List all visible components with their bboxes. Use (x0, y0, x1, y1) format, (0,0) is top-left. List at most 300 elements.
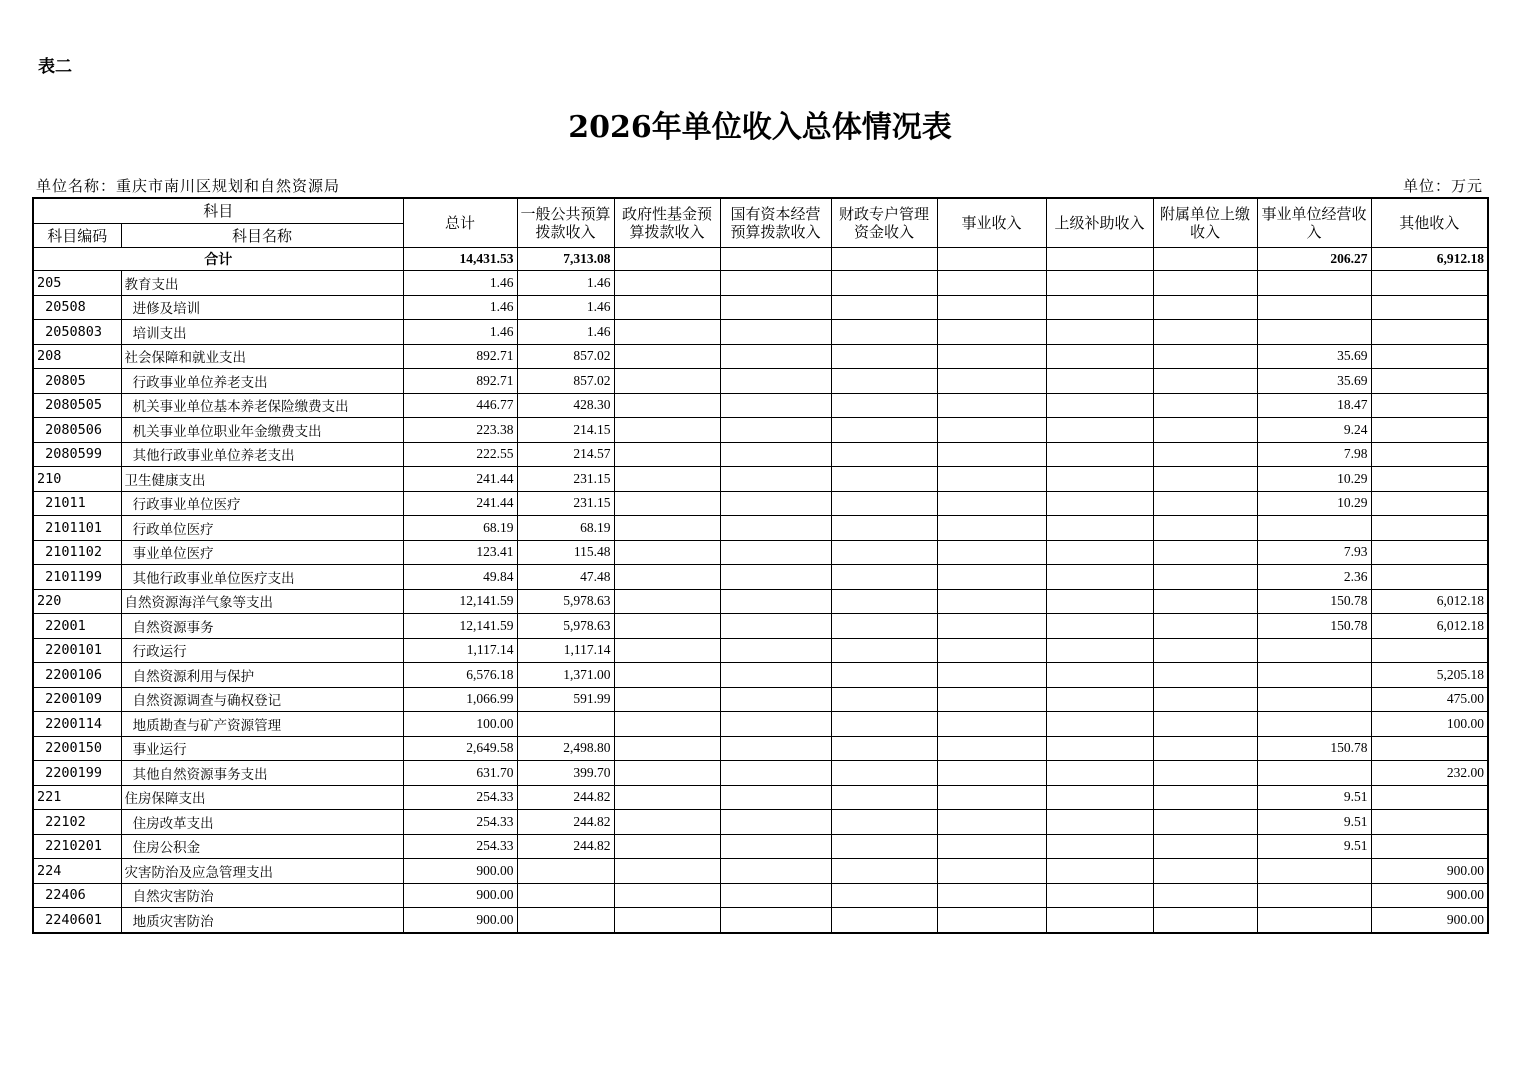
state-capital-cell (720, 834, 831, 859)
total-cell: 123.41 (403, 540, 517, 565)
superior-subsidy-cell (1046, 467, 1153, 492)
total-superior-subsidy (1046, 248, 1153, 271)
state-capital-cell (720, 540, 831, 565)
general-budget-cell: 5,978.63 (517, 614, 614, 639)
fiscal-account-cell (831, 344, 937, 369)
subject-code-cell: 21011 (33, 491, 121, 516)
fiscal-account-cell (831, 687, 937, 712)
total-cell: 100.00 (403, 712, 517, 737)
total-cell: 254.33 (403, 785, 517, 810)
business-operation-cell: 2.36 (1257, 565, 1371, 590)
general-budget-cell: 1.46 (517, 320, 614, 345)
total-cell: 12,141.59 (403, 614, 517, 639)
general-budget-cell: 115.48 (517, 540, 614, 565)
fiscal-account-cell (831, 565, 937, 590)
header-other-income: 其他收入 (1371, 198, 1488, 248)
income-table (32, 197, 1489, 934)
fiscal-account-cell (831, 418, 937, 443)
fiscal-account-cell (831, 442, 937, 467)
superior-subsidy-cell (1046, 565, 1153, 590)
page-title: 2026年单位收入总体情况表 (568, 110, 952, 145)
fiscal-account-cell (831, 369, 937, 394)
subject-code-cell: 22406 (33, 883, 121, 908)
subject-name-cell: 住房保障支出 (121, 785, 403, 810)
table-row (33, 883, 1488, 908)
fiscal-account-cell (831, 834, 937, 859)
subject-name-cell: 住房公积金 (121, 834, 403, 859)
header-row-1 (33, 198, 1488, 224)
business-operation-cell (1257, 859, 1371, 884)
header-business-income: 事业收入 (937, 198, 1046, 248)
other-income-cell (1371, 320, 1488, 345)
state-capital-cell (720, 859, 831, 884)
general-budget-cell: 399.70 (517, 761, 614, 786)
general-budget-cell: 857.02 (517, 344, 614, 369)
other-income-cell (1371, 418, 1488, 443)
affiliated-remit-cell (1153, 271, 1257, 296)
total-cell: 14,431.53 (403, 248, 517, 271)
general-budget-cell: 857.02 (517, 369, 614, 394)
affiliated-remit-cell (1153, 883, 1257, 908)
table-row (33, 393, 1488, 418)
table-row (33, 736, 1488, 761)
general-budget-cell: 214.15 (517, 418, 614, 443)
superior-subsidy-cell (1046, 810, 1153, 835)
business-income-cell (937, 516, 1046, 541)
other-income-cell (1371, 442, 1488, 467)
state-capital-cell (720, 320, 831, 345)
total-cell: 900.00 (403, 908, 517, 933)
total-cell: 222.55 (403, 442, 517, 467)
fiscal-account-cell (831, 761, 937, 786)
superior-subsidy-cell (1046, 638, 1153, 663)
fiscal-account-cell (831, 540, 937, 565)
table-row (33, 418, 1488, 443)
other-income-cell: 900.00 (1371, 883, 1488, 908)
affiliated-remit-cell (1153, 516, 1257, 541)
header-state-capital: 国有资本经营预算拨款收入 (720, 198, 831, 248)
fiscal-account-cell (831, 638, 937, 663)
total-cell: 900.00 (403, 859, 517, 884)
subject-code-cell: 2080505 (33, 393, 121, 418)
gov-fund-cell (614, 614, 720, 639)
state-capital-cell (720, 271, 831, 296)
gov-fund-cell (614, 859, 720, 884)
superior-subsidy-cell (1046, 687, 1153, 712)
fiscal-account-cell (831, 908, 937, 933)
state-capital-cell (720, 761, 831, 786)
superior-subsidy-cell (1046, 271, 1153, 296)
gov-fund-cell (614, 908, 720, 933)
fiscal-account-cell (831, 491, 937, 516)
business-operation-cell (1257, 516, 1371, 541)
superior-subsidy-cell (1046, 516, 1153, 541)
affiliated-remit-cell (1153, 761, 1257, 786)
header-general-budget: 一般公共预算拨款收入 (517, 198, 614, 248)
gov-fund-cell (614, 785, 720, 810)
subject-name-cell: 自然灾害防治 (121, 883, 403, 908)
gov-fund-cell (614, 418, 720, 443)
affiliated-remit-cell (1153, 638, 1257, 663)
general-budget-cell (517, 712, 614, 737)
total-general-budget: 7,313.08 (517, 248, 614, 271)
other-income-cell: 475.00 (1371, 687, 1488, 712)
gov-fund-cell (614, 834, 720, 859)
gov-fund-cell (614, 589, 720, 614)
gov-fund-cell (614, 369, 720, 394)
table-row (33, 589, 1488, 614)
total-cell: 1.46 (403, 320, 517, 345)
subject-code-cell: 22102 (33, 810, 121, 835)
affiliated-remit-cell (1153, 540, 1257, 565)
subject-code-cell: 2080506 (33, 418, 121, 443)
fiscal-account-cell (831, 393, 937, 418)
gov-fund-cell (614, 761, 720, 786)
fiscal-account-cell (831, 859, 937, 884)
state-capital-cell (720, 565, 831, 590)
state-capital-cell (720, 589, 831, 614)
subject-code-cell: 2210201 (33, 834, 121, 859)
subject-code-cell: 2200199 (33, 761, 121, 786)
total-cell: 446.77 (403, 393, 517, 418)
affiliated-remit-cell (1153, 687, 1257, 712)
superior-subsidy-cell (1046, 344, 1153, 369)
total-affiliated-remit (1153, 248, 1257, 271)
gov-fund-cell (614, 271, 720, 296)
business-income-cell (937, 369, 1046, 394)
table-row (33, 712, 1488, 737)
general-budget-cell: 2,498.80 (517, 736, 614, 761)
state-capital-cell (720, 442, 831, 467)
gov-fund-cell (614, 467, 720, 492)
subject-name-cell: 卫生健康支出 (121, 467, 403, 492)
table-row (33, 859, 1488, 884)
table-row (33, 761, 1488, 786)
table-row (33, 785, 1488, 810)
business-operation-cell: 7.93 (1257, 540, 1371, 565)
subject-name-cell: 其他自然资源事务支出 (121, 761, 403, 786)
business-operation-cell (1257, 761, 1371, 786)
affiliated-remit-cell (1153, 369, 1257, 394)
general-budget-cell: 231.15 (517, 491, 614, 516)
affiliated-remit-cell (1153, 418, 1257, 443)
table-row (33, 271, 1488, 296)
other-income-cell: 5,205.18 (1371, 663, 1488, 688)
subject-name-cell: 事业单位医疗 (121, 540, 403, 565)
gov-fund-cell (614, 516, 720, 541)
subject-code-cell: 221 (33, 785, 121, 810)
other-income-cell (1371, 565, 1488, 590)
subject-name-cell: 其他行政事业单位医疗支出 (121, 565, 403, 590)
superior-subsidy-cell (1046, 712, 1153, 737)
total-business-operation: 206.27 (1257, 248, 1371, 271)
superior-subsidy-cell (1046, 491, 1153, 516)
state-capital-cell (720, 736, 831, 761)
table-row (33, 467, 1488, 492)
table-row (33, 320, 1488, 345)
subject-code-cell: 2200150 (33, 736, 121, 761)
header-fiscal-account: 财政专户管理资金收入 (831, 198, 937, 248)
table-row (33, 687, 1488, 712)
affiliated-remit-cell (1153, 736, 1257, 761)
business-income-cell (937, 687, 1046, 712)
business-income-cell (937, 736, 1046, 761)
general-budget-cell: 68.19 (517, 516, 614, 541)
superior-subsidy-cell (1046, 320, 1153, 345)
subject-code-cell: 22001 (33, 614, 121, 639)
business-operation-cell (1257, 638, 1371, 663)
affiliated-remit-cell (1153, 810, 1257, 835)
other-income-cell (1371, 638, 1488, 663)
subject-name-cell: 行政单位医疗 (121, 516, 403, 541)
other-income-cell (1371, 491, 1488, 516)
business-income-cell (937, 638, 1046, 663)
table-row (33, 516, 1488, 541)
gov-fund-cell (614, 442, 720, 467)
superior-subsidy-cell (1046, 614, 1153, 639)
business-operation-cell: 7.98 (1257, 442, 1371, 467)
total-cell: 241.44 (403, 467, 517, 492)
state-capital-cell (720, 516, 831, 541)
total-cell: 631.70 (403, 761, 517, 786)
header-subject-code: 科目编码 (33, 224, 121, 248)
general-budget-cell: 1.46 (517, 271, 614, 296)
superior-subsidy-cell (1046, 418, 1153, 443)
other-income-cell (1371, 810, 1488, 835)
subject-name-cell: 机关事业单位职业年金缴费支出 (121, 418, 403, 443)
general-budget-cell: 231.15 (517, 467, 614, 492)
fiscal-account-cell (831, 271, 937, 296)
affiliated-remit-cell (1153, 614, 1257, 639)
business-income-cell (937, 908, 1046, 933)
gov-fund-cell (614, 638, 720, 663)
total-business-income (937, 248, 1046, 271)
other-income-cell: 6,012.18 (1371, 614, 1488, 639)
fiscal-account-cell (831, 614, 937, 639)
business-operation-cell: 35.69 (1257, 344, 1371, 369)
fiscal-account-cell (831, 295, 937, 320)
subject-name-cell: 其他行政事业单位养老支出 (121, 442, 403, 467)
general-budget-cell: 214.57 (517, 442, 614, 467)
fiscal-account-cell (831, 736, 937, 761)
business-income-cell (937, 565, 1046, 590)
business-operation-cell (1257, 320, 1371, 345)
business-operation-cell: 9.51 (1257, 785, 1371, 810)
superior-subsidy-cell (1046, 859, 1153, 884)
table-row (33, 663, 1488, 688)
affiliated-remit-cell (1153, 859, 1257, 884)
business-income-cell (937, 320, 1046, 345)
superior-subsidy-cell (1046, 442, 1153, 467)
business-income-cell (937, 810, 1046, 835)
subject-code-cell: 20805 (33, 369, 121, 394)
superior-subsidy-cell (1046, 369, 1153, 394)
business-operation-cell: 10.29 (1257, 467, 1371, 492)
table-label: 表二 (38, 57, 72, 77)
business-income-cell (937, 785, 1046, 810)
fiscal-account-cell (831, 712, 937, 737)
business-income-cell (937, 344, 1046, 369)
subject-name-cell: 地质勘查与矿产资源管理 (121, 712, 403, 737)
header-subject-name: 科目名称 (121, 224, 403, 248)
general-budget-cell: 244.82 (517, 810, 614, 835)
other-income-cell: 900.00 (1371, 908, 1488, 933)
state-capital-cell (720, 344, 831, 369)
table-row (33, 369, 1488, 394)
superior-subsidy-cell (1046, 540, 1153, 565)
table-row (33, 638, 1488, 663)
superior-subsidy-cell (1046, 761, 1153, 786)
general-budget-cell (517, 908, 614, 933)
business-income-cell (937, 761, 1046, 786)
superior-subsidy-cell (1046, 834, 1153, 859)
state-capital-cell (720, 418, 831, 443)
business-income-cell (937, 614, 1046, 639)
business-income-cell (937, 834, 1046, 859)
gov-fund-cell (614, 295, 720, 320)
subject-code-cell: 205 (33, 271, 121, 296)
total-fiscal-account (831, 248, 937, 271)
other-income-cell (1371, 344, 1488, 369)
unit-name: 单位名称：重庆市南川区规划和自然资源局 (36, 177, 341, 195)
general-budget-cell: 428.30 (517, 393, 614, 418)
subject-code-cell: 224 (33, 859, 121, 884)
general-budget-cell (517, 883, 614, 908)
general-budget-cell: 244.82 (517, 834, 614, 859)
gov-fund-cell (614, 687, 720, 712)
affiliated-remit-cell (1153, 295, 1257, 320)
other-income-cell (1371, 369, 1488, 394)
state-capital-cell (720, 883, 831, 908)
fiscal-account-cell (831, 810, 937, 835)
other-income-cell: 900.00 (1371, 859, 1488, 884)
subject-name-cell: 灾害防治及应急管理支出 (121, 859, 403, 884)
affiliated-remit-cell (1153, 442, 1257, 467)
subject-code-cell: 2200109 (33, 687, 121, 712)
subject-code-cell: 2101199 (33, 565, 121, 590)
superior-subsidy-cell (1046, 663, 1153, 688)
subject-code-cell: 2101101 (33, 516, 121, 541)
business-operation-cell: 9.24 (1257, 418, 1371, 443)
table-row (33, 491, 1488, 516)
fiscal-account-cell (831, 663, 937, 688)
business-operation-cell: 35.69 (1257, 369, 1371, 394)
business-operation-cell (1257, 908, 1371, 933)
subject-name-cell: 地质灾害防治 (121, 908, 403, 933)
other-income-cell (1371, 393, 1488, 418)
fiscal-account-cell (831, 320, 937, 345)
gov-fund-cell (614, 712, 720, 737)
gov-fund-cell (614, 540, 720, 565)
general-budget-cell: 244.82 (517, 785, 614, 810)
gov-fund-cell (614, 663, 720, 688)
table-row (33, 908, 1488, 933)
total-cell: 2,649.58 (403, 736, 517, 761)
other-income-cell: 232.00 (1371, 761, 1488, 786)
gov-fund-cell (614, 565, 720, 590)
business-operation-cell: 10.29 (1257, 491, 1371, 516)
affiliated-remit-cell (1153, 320, 1257, 345)
subject-name-cell: 培训支出 (121, 320, 403, 345)
subject-code-cell: 210 (33, 467, 121, 492)
subject-code-cell: 220 (33, 589, 121, 614)
business-income-cell (937, 663, 1046, 688)
total-cell: 223.38 (403, 418, 517, 443)
state-capital-cell (720, 467, 831, 492)
table-row (33, 810, 1488, 835)
subject-code-cell: 2200101 (33, 638, 121, 663)
subject-name-cell: 事业运行 (121, 736, 403, 761)
state-capital-cell (720, 785, 831, 810)
general-budget-cell (517, 859, 614, 884)
general-budget-cell: 5,978.63 (517, 589, 614, 614)
other-income-cell (1371, 736, 1488, 761)
affiliated-remit-cell (1153, 663, 1257, 688)
table-row (33, 834, 1488, 859)
other-income-cell (1371, 467, 1488, 492)
general-budget-cell: 1,117.14 (517, 638, 614, 663)
other-income-cell (1371, 271, 1488, 296)
business-income-cell (937, 393, 1046, 418)
subject-code-cell: 208 (33, 344, 121, 369)
other-income-cell (1371, 834, 1488, 859)
total-cell: 1.46 (403, 271, 517, 296)
state-capital-cell (720, 712, 831, 737)
business-operation-cell: 150.78 (1257, 736, 1371, 761)
subject-name-cell: 行政事业单位医疗 (121, 491, 403, 516)
gov-fund-cell (614, 320, 720, 345)
business-operation-cell (1257, 883, 1371, 908)
other-income-cell (1371, 785, 1488, 810)
general-budget-cell: 47.48 (517, 565, 614, 590)
gov-fund-cell (614, 491, 720, 516)
state-capital-cell (720, 908, 831, 933)
total-cell: 241.44 (403, 491, 517, 516)
affiliated-remit-cell (1153, 589, 1257, 614)
business-income-cell (937, 540, 1046, 565)
business-income-cell (937, 271, 1046, 296)
gov-fund-cell (614, 344, 720, 369)
unit-label: 单位：万元 (1402, 177, 1483, 195)
subject-code-cell: 20508 (33, 295, 121, 320)
superior-subsidy-cell (1046, 736, 1153, 761)
gov-fund-cell (614, 810, 720, 835)
subject-name-cell: 行政运行 (121, 638, 403, 663)
affiliated-remit-cell (1153, 393, 1257, 418)
other-income-cell (1371, 540, 1488, 565)
business-operation-cell: 9.51 (1257, 834, 1371, 859)
affiliated-remit-cell (1153, 834, 1257, 859)
fiscal-account-cell (831, 467, 937, 492)
affiliated-remit-cell (1153, 908, 1257, 933)
fiscal-account-cell (831, 516, 937, 541)
superior-subsidy-cell (1046, 589, 1153, 614)
affiliated-remit-cell (1153, 491, 1257, 516)
total-label: 合计 (33, 248, 403, 271)
other-income-cell (1371, 295, 1488, 320)
table-row (33, 295, 1488, 320)
other-income-cell: 100.00 (1371, 712, 1488, 737)
business-income-cell (937, 859, 1046, 884)
superior-subsidy-cell (1046, 785, 1153, 810)
total-cell: 68.19 (403, 516, 517, 541)
header-subject: 科目 (33, 198, 403, 224)
total-cell: 892.71 (403, 344, 517, 369)
header-gov-fund: 政府性基金预算拨款收入 (614, 198, 720, 248)
total-cell: 49.84 (403, 565, 517, 590)
total-cell: 254.33 (403, 810, 517, 835)
subject-code-cell: 2200114 (33, 712, 121, 737)
